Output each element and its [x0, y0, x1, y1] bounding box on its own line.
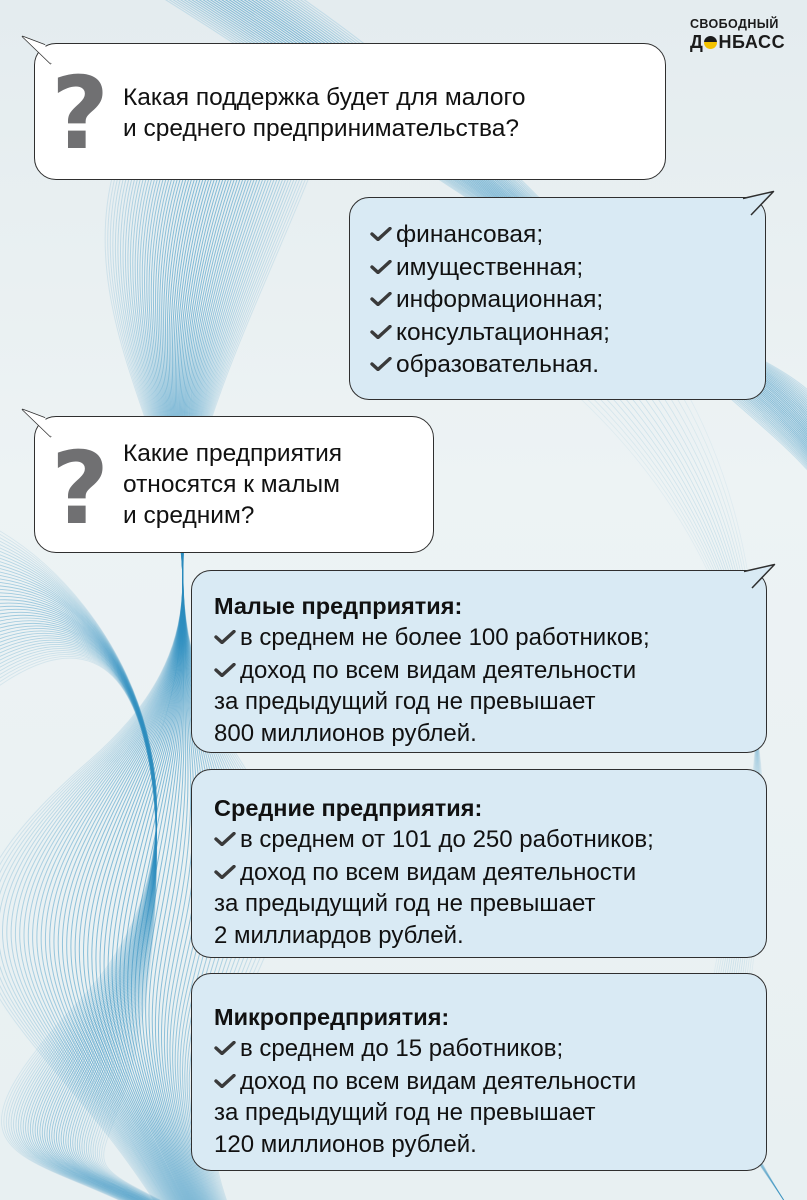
- list-item: имущественная;: [370, 251, 610, 284]
- card-title: Малые предприятия:: [214, 593, 463, 619]
- list-item: в среднем не более 100 работников;: [214, 621, 650, 654]
- micro-enterprises-card: [191, 973, 767, 1171]
- list-item-continuation: 2 миллиардов рублей.: [214, 921, 464, 949]
- check-icon: [370, 316, 392, 330]
- small-enterprises-card: [191, 570, 767, 753]
- list-item: информационная;: [370, 283, 610, 316]
- check-icon: [370, 283, 392, 297]
- list-item: в среднем от 101 до 250 работников;: [214, 823, 654, 856]
- check-icon: [214, 823, 236, 837]
- list-item: образовательная.: [370, 348, 610, 381]
- list-item: доход по всем видам деятельности: [214, 856, 654, 889]
- list-item-continuation: за предыдущий год не превышает: [214, 890, 596, 917]
- bubble-tail: [21, 35, 53, 65]
- question-bubble-1: [34, 43, 666, 180]
- question-mark-icon: ?: [51, 430, 110, 547]
- list-item-continuation: 120 миллионов рублей.: [214, 1130, 477, 1158]
- list-item-continuation: за предыдущий год не превышает: [214, 1099, 596, 1126]
- support-types-list: [370, 218, 610, 381]
- brand-line2: Д НБАСС: [690, 31, 786, 52]
- check-icon: [214, 621, 236, 635]
- bubble-tail: [738, 563, 776, 593]
- list-item-continuation: 800 миллионов рублей.: [214, 719, 477, 747]
- question-1-text: Какая поддержка будет для малого и среднего предпринимательства?: [123, 84, 526, 142]
- check-icon: [370, 218, 392, 232]
- question-mark-icon: ?: [51, 55, 110, 172]
- question-2-text: Какие предприятия относятся к малым и средним?: [123, 440, 343, 529]
- bubble-tail: [21, 408, 53, 438]
- answer-bubble-1: [349, 197, 766, 400]
- list-item: консультационная;: [370, 316, 610, 349]
- bubble-tail: [737, 190, 775, 220]
- medium-enterprises-card: [191, 769, 767, 958]
- list-item: финансовая;: [370, 218, 610, 251]
- check-icon: [214, 654, 236, 668]
- brand-logo: [690, 18, 800, 51]
- list-item: доход по всем видам деятельности: [214, 654, 650, 687]
- brand-line1: СВОБОДНЫЙ: [690, 17, 779, 31]
- check-icon: [214, 856, 236, 870]
- check-icon: [370, 251, 392, 265]
- check-icon: [214, 1032, 236, 1046]
- card-title: Микропредприятия:: [214, 1004, 450, 1030]
- flag-o-icon: [704, 36, 717, 49]
- check-icon: [370, 348, 392, 362]
- list-item-continuation: за предыдущий год не превышает: [214, 688, 596, 715]
- list-item: в среднем до 15 работников;: [214, 1032, 636, 1065]
- card-title: Средние предприятия:: [214, 795, 483, 821]
- check-icon: [214, 1065, 236, 1079]
- list-item: доход по всем видам деятельности: [214, 1065, 636, 1098]
- question-bubble-2: [34, 416, 434, 553]
